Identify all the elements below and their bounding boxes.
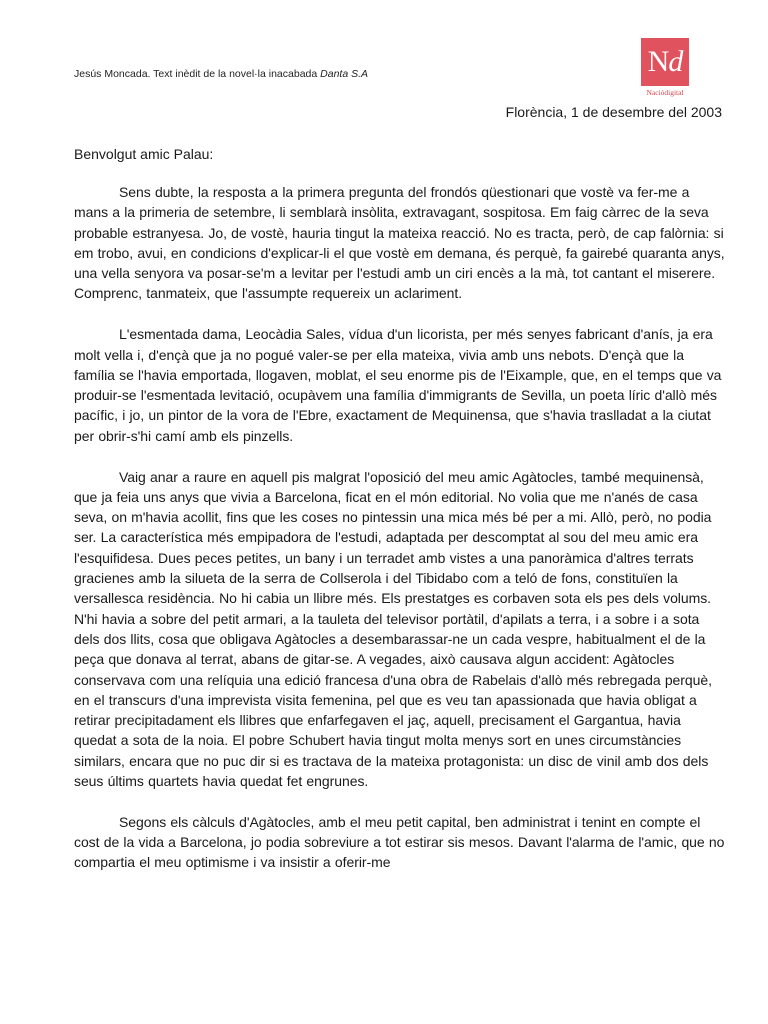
letter-salutation: Benvolgut amic Palau: (74, 146, 214, 162)
paragraph-4: Segons els càlculs d'Agàtocles, amb el meu petit capital, ben administrat i tenint en compte el cost de la vida a Barcelona, jo podia sobreviure a tot estirar sis mesos. Davant l'alarma de l'amic, que no compartia el meu optimisme i va insistir a oferir-me (74, 813, 725, 871)
document-header (74, 68, 368, 80)
logo-mark (641, 38, 689, 86)
logo-letter-d: d (668, 45, 683, 78)
letter-body (74, 182, 726, 893)
novel-title: Danta S.A (320, 68, 369, 80)
paragraph-3: Vaig anar a raure en aquell pis malgrat l'oposició del meu amic Agàtocles, també mequinensà, que ja feia uns anys que vivia a Barcelona, ficat en el món editorial. No volia que me n'anés de casa seva, on m'havia acollit, fins que les coses no pintessin una mica més bé per a mi. Allò, però, no podia ser. La característica més empipadora de l'estudi, adaptada per descomptat al sou del meu amic era l'esquifidesa. Dues peces petites, un bany i un terradet amb vistes a una panoràmica d'altres terrats gracienes amb la silueta de la serra de Collserola i del Tibidabo com a teló de fons, constituïen la versallesca residència. No hi cabia un llibre més. Els prestatges es corbaven sota els pes dels volums. N'hi havia a sobre del petit armari, a la tauleta del televisor portàtil, d'apilats a terra, i a sobre i a sota dels dos llits, cosa que obligava Agàtocles a desembarassar-ne un cada vespre, habitualment el de la peça que donava al terrat, abans de gitar-se. A vegades, això causava algun accident: Agàtocles conservava com una relíquia una edició francesa d'una obra de Rabelais d'allò més rebregada perquè, en el transcurs d'una imprevista visita femenina, pel que es veu tan apassionada que havia obligat a retirar precipitadament els llibres que enfarfegaven el jaç, aquell, precisament el Gargantua, havia quedat a sota de la noia. El pobre Schubert havia tingut molta menys sort en unes circumstàncies similars, encara que no puc dir si es tractava de la mateixa protagonista: un disc de vinil amb dos dels seus últims quartets havia quedat fet engrunes. (74, 468, 712, 790)
logo-letter-n: N (647, 45, 669, 78)
naciodigital-logo (641, 38, 689, 100)
author-line: Jesús Moncada. Text inèdit de la novel·la inacabada (74, 68, 321, 80)
logo-caption: Naciódigital (646, 88, 684, 97)
paragraph-2: L'esmentada dama, Leocàdia Sales, vídua d'un licorista, per més senyes fabricant d'anís, ja era molt vella i, d'ençà que ja no pogué valer-se per ella mateixa, vivia amb uns nebots. D'ençà que la família se l'havia emportada, llogaven, moblat, el seu enorme pis de l'Eixample, que, en el temps que va produir-se l'esmentada levitació, ocupàvem una família d'immigrants de Sevilla, un poeta líric d'allò més pacífic, i jo, un pintor de la vora de l'Ebre, exactament de Mequinensa, que s'havia traslladat a la ciutat per obrir-s'hi camí amb els pinzells. (74, 326, 722, 444)
letter-date: Florència, 1 de desembre del 2003 (505, 104, 722, 120)
paragraph-1: Sens dubte, la resposta a la primera pregunta del frondós qüestionari que vostè va fer-me a mans a la primeria de setembre, li semblarà insòlita, extravagant, sospitosa. Em faig càrrec de la seva probable estranyesa. Jo, de vostè, hauria tingut la mateixa reacció. No es tracta, però, de cap falòrnia: si em trobo, avui, en condicions d'explicar-li el que vostè em demana, és perquè, fa gairebé quaranta anys, una vella senyora va posar-se'm a levitar per l'estudi amb un ciri encès a la mà, tot cantant el miserere. Comprenc, tanmateix, que l'assumpte requereix un aclariment. (74, 184, 725, 302)
